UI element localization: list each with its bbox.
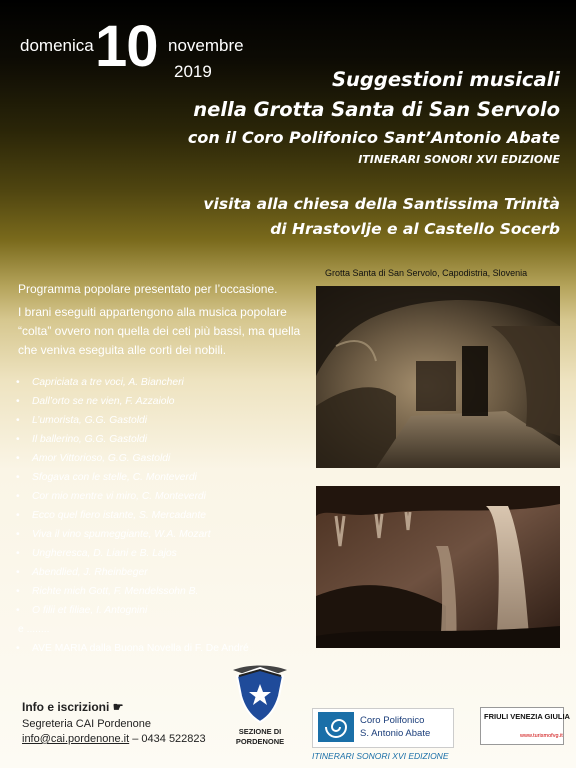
song-list-etc [16,620,306,639]
fvg-name: FRIULI VENEZIA GIULIA [484,712,570,721]
song-title: Ecco quel fiero istante, S. Mercadante [32,510,206,521]
song-item [16,373,306,392]
bullet-icon: • [16,510,20,521]
bullet-icon: • [16,434,20,445]
fvg-url: www.turismofvg.it [520,733,563,739]
song-item [16,487,306,506]
bullet-icon: • [16,529,20,540]
program-intro-line: Programma popolare presentato per l’occasione. [18,282,278,296]
info-contacts [22,733,206,745]
song-title: e ........ [18,624,50,635]
song-item [16,392,306,411]
song-title: L’umorista, G.G. Gastoldi [32,415,148,426]
bullet-icon: • [16,491,20,502]
song-title: Viva il vino spumeggiante, W.A. Mozart [32,529,211,540]
song-list [16,373,306,658]
song-title: Capriciata a tre voci, A. Biancheri [32,377,184,388]
song-item [16,544,306,563]
cai-section-label: SEZIONE DI PORDENONE [235,727,285,746]
song-title: Richte mich Gott, F. Mendelssohn B. [32,586,199,597]
song-item [16,430,306,449]
song-item [16,468,306,487]
bullet-icon: • [16,415,20,426]
date-weekday: domenica [20,36,94,55]
bullet-icon: • [16,548,20,559]
song-item-final [16,639,306,658]
date-month: novembre [168,36,244,55]
headline-choir: con il Coro Polifonico Sant’Antonio Abate [187,128,560,147]
song-item [16,506,306,525]
song-item [16,582,306,601]
song-title: Abendlied, J. Rheinbeger [32,567,148,578]
song-item [16,563,306,582]
coro-name: Coro Polifonico S. Antonio Abate [360,715,431,739]
program-description: I brani eseguiti appartengono alla musica popolare “colta” ovvero non quella dei ceti più bassi, ma quella che veniva eseguita alle corti dei nobili. [18,305,301,357]
bullet-icon: • [16,453,20,464]
bullet-icon: • [16,396,20,407]
song-item [16,449,306,468]
song-title: O filii et filiae, I. Antognini [32,605,148,616]
photo-caption: Grotta Santa di San Servolo, Capodistria, Slovenia [325,268,528,278]
info-title: Info e iscrizioni ☛ [22,700,124,714]
song-item [16,525,306,544]
bullet-icon: • [16,472,20,483]
pointing-hand-icon: ☛ [112,700,124,714]
program-intro [18,280,308,360]
song-item [16,411,306,430]
song-title: Ungheresca, D. Liani e B. Lajos [32,548,177,559]
bullet-icon: • [16,605,20,616]
cave-photo-interior [316,286,560,468]
bullet-icon: • [16,586,20,597]
headline-location: nella Grotta Santa di San Servolo [193,98,560,121]
song-title: Sfogava con le stelle, C. Monteverdi [32,472,197,483]
song-title: AVE MARIA dalla Buona Novella di F. De André [32,643,249,654]
song-title: Dall’orto se ne vien, F. Azzaiolo [32,396,175,407]
bullet-icon: • [16,567,20,578]
bullet-icon: • [16,643,20,654]
song-title: Il ballerino, G.G. Gastoldi [32,434,148,445]
headline-title: Suggestioni musicali [331,68,560,91]
info-organization: Segreteria CAI Pordenone [22,718,152,730]
headline-visit: visita alla chiesa della Santissima Trinità [203,195,560,213]
headline-visit-places: di Hrastovlje e al Castello Socerb [270,220,560,238]
song-title: Cor mio mentre vi miro, C. Monteverdi [32,491,206,502]
bullet-icon: • [16,377,20,388]
coro-swirl-icon [318,712,354,742]
cai-emblem-icon [229,662,291,726]
date-day: 10 [95,14,158,79]
email-link[interactable]: info@cai.pordenone.it [22,733,130,745]
song-title: Amor Vittorioso, G.G. Gastoldi [32,453,171,464]
cave-photo-formations [316,486,560,648]
phone-number: – 0434 522823 [129,733,206,745]
coro-subtitle: ITINERARI SONORI XVI EDIZIONE [312,751,449,761]
headline-edition: ITINERARI SONORI XVI EDIZIONE [358,153,560,166]
date-year: 2019 [174,62,212,81]
song-item [16,601,306,620]
